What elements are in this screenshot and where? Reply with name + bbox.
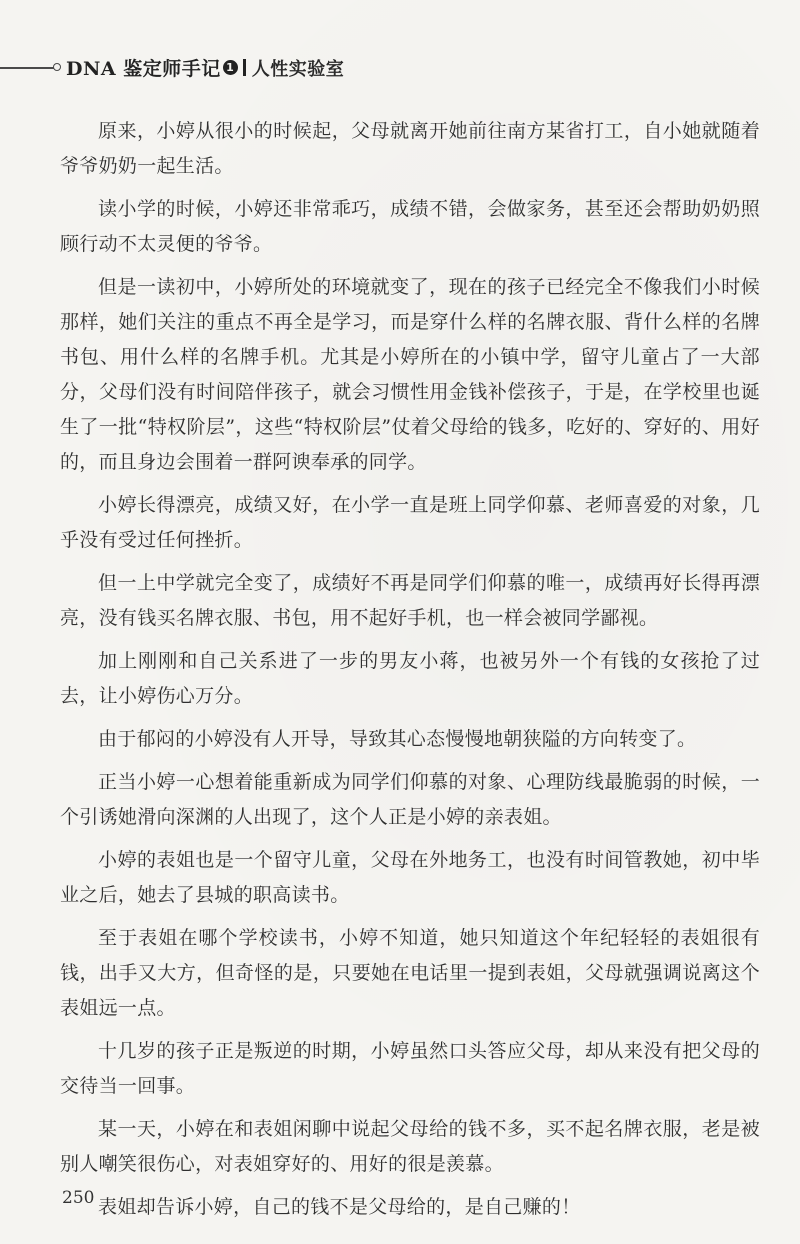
paragraph: 读小学的时候，小婷还非常乖巧，成绩不错，会做家务，甚至还会帮助奶奶照顾行动不太灵便的爷爷。 (60, 198, 760, 255)
volume-number-badge: 1 (223, 60, 238, 75)
body-text (60, 114, 760, 1233)
paragraph: 正当小婷一心想着能重新成为同学们仰慕的对象、心理防线最脆弱的时候，一个引诱她滑向深渊的人出现了，这个人正是小婷的亲表姐。 (60, 771, 760, 828)
running-header (0, 48, 800, 84)
paragraph: 但一上中学就完全变了，成绩好不再是同学们仰慕的唯一，成绩再好长得再漂亮，没有钱买名牌衣服、书包，用不起好手机，也一样会被同学鄙视。 (60, 572, 760, 629)
paragraph: 十几岁的孩子正是叛逆的时期，小婷虽然口头答应父母，却从来没有把父母的交待当一回事。 (60, 1040, 760, 1097)
paragraph: 由于郁闷的小婷没有人开导，导致其心态慢慢地朝狭隘的方向转变了。 (98, 728, 697, 750)
header-separator-bar (243, 59, 246, 76)
paragraph: 小婷长得漂亮，成绩又好，在小学一直是班上同学仰慕、老师喜爱的对象，几乎没有受过任何挫折。 (60, 494, 760, 551)
paragraph: 表姐却告诉小婷，自己的钱不是父母给的，是自己赚的！ (98, 1196, 581, 1218)
paragraph: 小婷的表姐也是一个留守儿童，父母在外地务工，也没有时间管教她，初中毕业之后，她去了县城的职高读书。 (60, 849, 760, 906)
book-subtitle: 人性实验室 (251, 58, 345, 80)
header-circle-ornament (53, 63, 61, 71)
page-number: 250 (62, 1188, 95, 1208)
paragraph: 至于表姐在哪个学校读书，小婷不知道，她只知道这个年纪轻轻的表姐很有钱，出手又大方，但奇怪的是，只要她在电话里一提到表姐，父母就强调说离这个表姐远一点。 (60, 927, 760, 1019)
header-title-group (66, 54, 344, 81)
header-rule (0, 67, 54, 69)
paragraph: 某一天，小婷在和表姐闲聊中说起父母给的钱不多，买不起名牌衣服，老是被别人嘲笑很伤心，对表姐穿好的、用好的很是羡慕。 (60, 1118, 760, 1175)
paragraph: 加上刚刚和自己关系进了一步的男友小蒋，也被另外一个有钱的女孩抢了过去，让小婷伤心万分。 (60, 650, 760, 707)
book-title: DNA 鉴定师手记 (66, 58, 221, 80)
paragraph: 但是一读初中，小婷所处的环境就变了，现在的孩子已经完全不像我们小时候那样，她们关注的重点不再全是学习，而是穿什么样的名牌衣服、背什么样的名牌书包、用什么样的名牌手机。尤其是小婷所在的小镇中学，留守儿童占了一大部分，父母们没有时间陪伴孩子，就会习惯性用金钱补偿孩子，于是，在学校里也诞生了一批“特权阶层”，这些“特权阶层”仗着父母给的钱多，吃好的、穿好的、用好的，而且身边会围着一群阿谀奉承的同学。 (60, 276, 760, 473)
paragraph: 原来，小婷从很小的时候起，父母就离开她前往南方某省打工，自小她就随着爷爷奶奶一起生活。 (60, 120, 760, 177)
